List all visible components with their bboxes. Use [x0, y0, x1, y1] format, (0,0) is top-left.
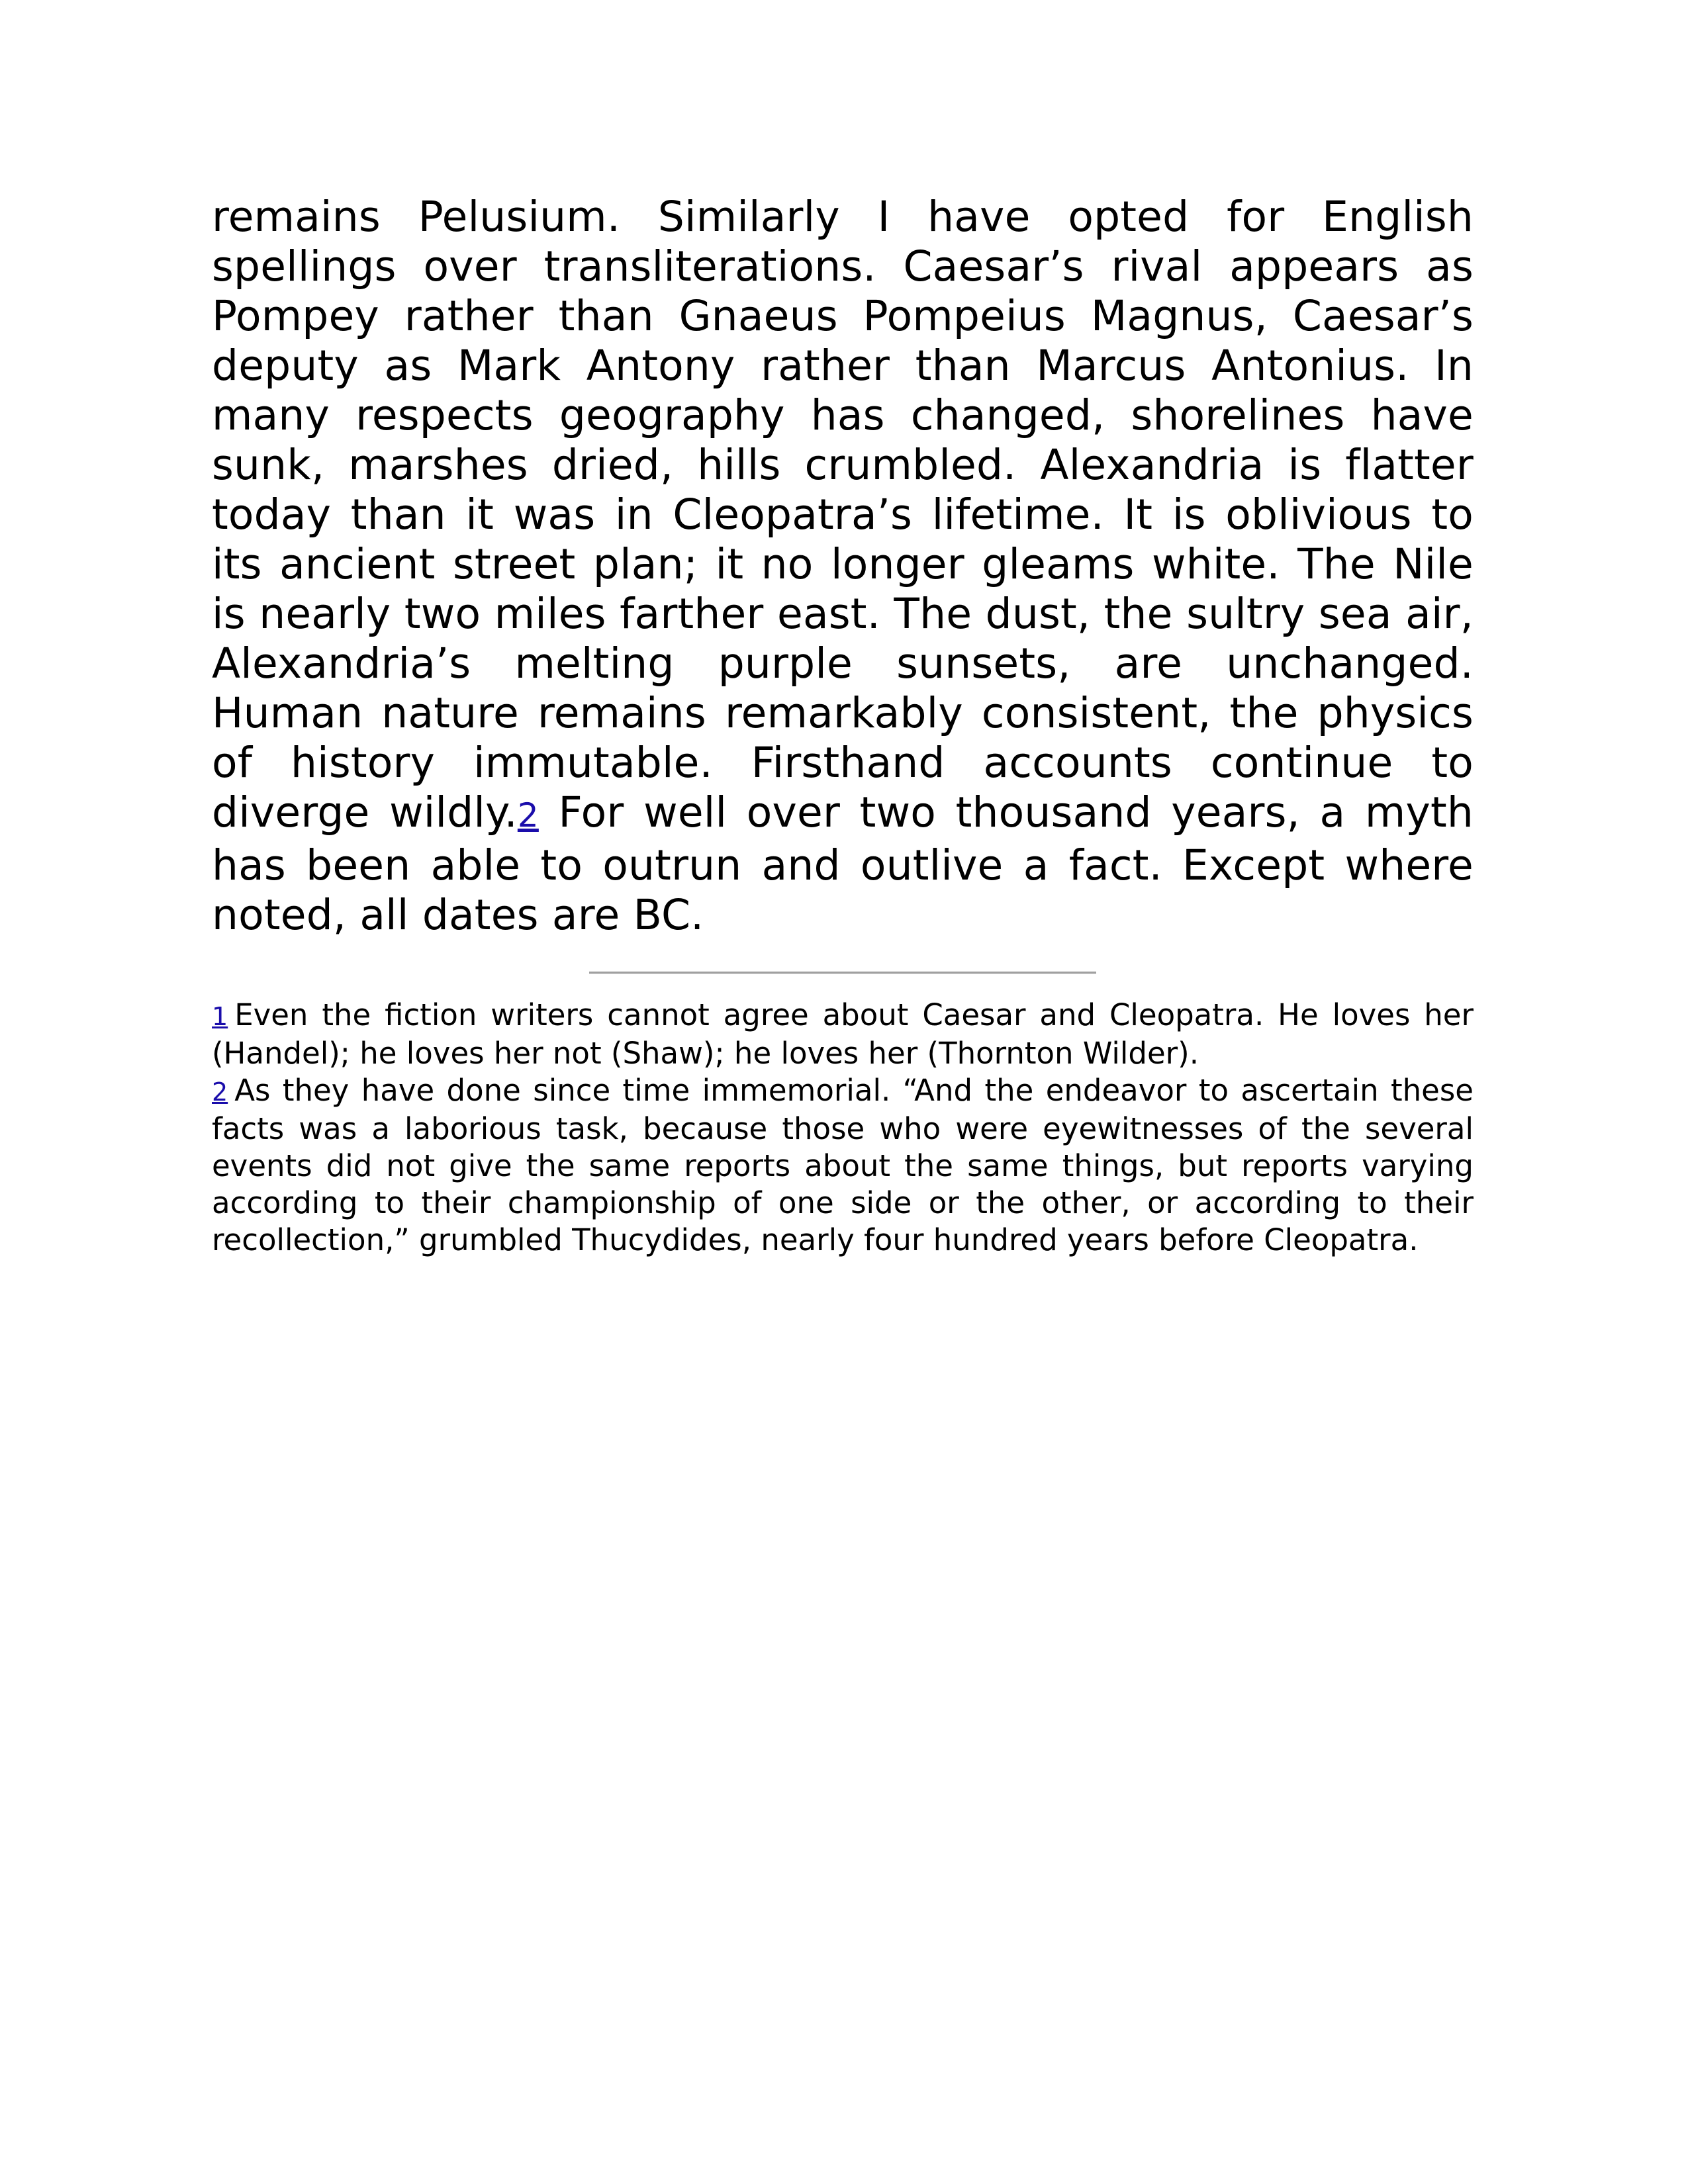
footnote-1 [212, 997, 1474, 1072]
paragraph-text-after-ref: For well over two thousand years, a myth has been able to outrun and outlive a fact. Except where noted, all dates are BC. [212, 788, 1474, 939]
footnote-1-backlink[interactable]: 1 [212, 1002, 228, 1031]
body-paragraph [212, 192, 1474, 940]
footnote-2-backlink[interactable]: 2 [212, 1077, 228, 1107]
page-content [212, 192, 1474, 1259]
footnotes-section [212, 997, 1474, 1259]
footnote-2-text: As they have done since time immemorial. “And the endeavor to ascertain these facts was a laborious task, because those who were eyewitnesses of the several events did not give the same reports about the same things, but reports varying according to their championship of one side or the other, or according to their recollection,” grumbled Thucydides, nearly four hundred years before Cleopatra. [212, 1073, 1474, 1257]
footnote-2 [212, 1072, 1474, 1259]
footnote-ref-link[interactable]: 2 [517, 796, 539, 835]
paragraph-text-before-ref: remains Pelusium. Similarly I have opted for English spellings over transliterations. Caesar’s rival appears as Pompey rather than Gnaeus Pompeius Magnus, Caesar’s deputy as Mark Antony rather than Marcus Antonius. In many respects geography has changed, shorelines have sunk, marshes dried, hills crumbled. Alexandria is flatter today than it was in Cleopatra’s lifetime. It is oblivious to its ancient street plan; it no longer gleams white. The Nile is nearly two miles farther east. The dust, the sultry sea air, Alexandria’s melting purple sunsets, are unchanged. Human nature remains remarkably consistent, the physics of history immutable. Firsthand accounts continue to diverge wildly. [212, 193, 1474, 837]
footnote-1-text: Even the fiction writers cannot agree about Caesar and Cleopatra. He loves her (Handel); he loves her not (Shaw); he loves her (Thornton Wilder). [212, 997, 1474, 1071]
footnote-divider [589, 972, 1096, 974]
